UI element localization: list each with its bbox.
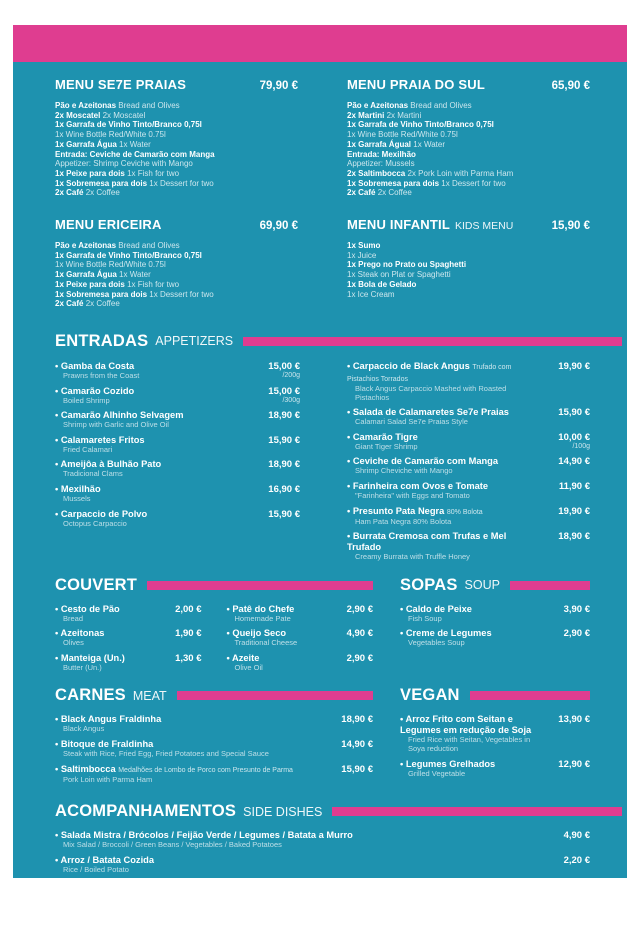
dish-name: • Arroz / Batata Cozida (55, 854, 154, 865)
menu-line: 1x Sobremesa para dois 1x Dessert for two (347, 178, 506, 188)
menu-line: 1x Garrafa de Vinho Tinto/Branco 0,75l (55, 120, 202, 130)
section-couvert-header (55, 576, 373, 595)
top-pink-banner (13, 25, 627, 62)
menu-lines (347, 241, 590, 299)
dish-description: Creamy Burrata with Truffle Honey (355, 552, 470, 562)
menu-line: 1x Garrafa de Vinho Tinto/Branco 0,75l (347, 120, 494, 130)
menu-line: Pão e Azeitonas Bread and Olives (55, 241, 180, 251)
dish-name: • Azeite (226, 652, 260, 663)
menu-line: 1x Wine Bottle Red/White 0.75l (55, 130, 166, 140)
dish-description: Black Angus (63, 724, 105, 734)
dish-item (55, 653, 202, 673)
couvert-column-a (55, 604, 202, 678)
menu-line: 1x Garrafa Águal 1x Water (347, 139, 445, 149)
section-title: ENTRADAS (55, 331, 149, 350)
dish-description: "Farinheira" with Eggs and Tomato (355, 490, 470, 500)
dish-item (55, 386, 300, 406)
dish-price: 15,00 € /300g (268, 385, 300, 404)
dish-description: Pork Loin with Parma Ham (63, 774, 153, 784)
dish-description: Fried Calamari (63, 444, 113, 454)
dish-item (55, 410, 300, 430)
dish-name: • Ceviche de Camarão com Manga (347, 456, 499, 467)
dish-item (55, 435, 300, 455)
dish-item (347, 481, 590, 501)
section-carnes-header (55, 686, 373, 705)
menu-line: 1x Wine Bottle Red/White 0.75l (347, 130, 458, 140)
menu-line: Entrada: Ceviche de Camarão com Manga (55, 149, 215, 159)
menu-line: 1x Bola de Gelado (347, 279, 417, 289)
menu-lines (55, 241, 298, 309)
dish-price: 14,90 € (341, 739, 373, 751)
acompanhamentos-items (55, 830, 590, 874)
dish-price: 18,90 € (341, 714, 373, 726)
dish-description: Vegetables Soup (408, 638, 465, 648)
menu-price: 69,90 € (259, 220, 298, 233)
dish-item (400, 714, 590, 753)
dish-name: • Burrata Cremosa com Trufas e Mel Trufado (347, 531, 507, 553)
dish-price: 18,90 € (558, 531, 590, 543)
dish-item (400, 628, 590, 648)
dish-name: • Salada Mistra / Brócolos / Feijão Verde / Legumes / Batata a Murro (55, 830, 353, 841)
menu-line: 1x Garrafa de Vinho Tinto/Branco 0,75l (55, 250, 202, 260)
dish-item (55, 459, 300, 479)
dish-price: 15,90 € (558, 407, 590, 419)
dish-name: • Manteiga (Un.) (55, 652, 125, 663)
menu-title: MENU SE7E PRAIAS (55, 77, 187, 92)
section-title: ACOMPANHAMENTOS (55, 802, 237, 821)
menu-praia-do-sul (347, 77, 590, 198)
menu-subtitle: KIDS MENU (454, 220, 514, 233)
menu-line: 2x Café 2x Coffee (55, 299, 120, 309)
pink-bar (147, 581, 373, 590)
dish-description: Homemade Pate (234, 613, 291, 623)
dish-price: 19,90 € (558, 505, 590, 517)
sopas-items (400, 604, 590, 648)
menu-line: 1x Steak on Plat or Spaghetti (347, 270, 451, 280)
dish-price: 14,90 € (558, 456, 590, 468)
dish-price: 15,90 € (268, 508, 300, 520)
dish-name: • Cesto de Pão (55, 603, 120, 614)
dish-item (227, 653, 374, 673)
dish-name: • Camarão Tigre (347, 431, 418, 442)
dish-description: Prawns from the Coast (63, 370, 140, 380)
menu-line: Pão e Azeitonas Bread and Olives (347, 101, 472, 110)
menu-line: Appetizer: Shrimp Ceviche with Mango (55, 159, 193, 169)
dish-item (55, 764, 373, 785)
pink-bar (332, 807, 622, 816)
menu-line: 2x Martini 2x Martini (347, 110, 422, 120)
dish-item (347, 456, 590, 476)
dish-description: Mussels (63, 493, 91, 503)
dish-name: • Bitoque de Fraldinha (55, 739, 154, 750)
section-subtitle: MEAT (132, 688, 167, 703)
pink-bar (470, 691, 590, 700)
menu-line: Pão e Azeitonas Bread and Olives (55, 101, 180, 110)
section-vegan (400, 686, 590, 789)
section-acompanhamentos-header (55, 802, 622, 821)
dish-price: 1,30 € (175, 652, 202, 664)
footnote-line-2: Este estabelecimento dispõe de livro de reclamações. IVA incluído à taxa legal em vigor - This establishment has a complaints book. VAT included at the current rate (107, 894, 538, 901)
dish-price: 10,00 € /100g (558, 431, 590, 450)
dish-description: Rice / Boiled Potato (63, 864, 129, 874)
menu-line: Entrada: Mexilhão (347, 149, 416, 159)
dish-description: Calamari Salad Se7e Praias Style (355, 417, 468, 427)
dish-item (400, 604, 590, 624)
dish-name: • Ameijôa à Bulhão Pato (55, 459, 162, 470)
dish-description: Steak with Rice, Fried Egg, Fried Potatoes and Special Sauce (63, 749, 269, 759)
entradas-right-column (347, 361, 590, 567)
dish-price: 1,90 € (175, 628, 202, 640)
dish-price: 18,90 € (268, 459, 300, 471)
menu-line: 1x Peixe para dois 1x Fish for two (55, 168, 180, 178)
section-subtitle: APPETIZERS (155, 334, 234, 349)
menu-line: 1x Sobremesa para dois 1x Dessert for two (55, 178, 214, 188)
menu-price: 65,90 € (551, 80, 590, 92)
menu-line: 1x Garrafa Água 1x Water (55, 139, 151, 149)
dish-description: Grilled Vegetable (408, 768, 466, 778)
dish-description: Giant Tiger Shrimp (355, 441, 418, 451)
package-menus (55, 77, 590, 309)
dish-description: Olives (63, 638, 84, 648)
package-menus-left-column (55, 77, 298, 309)
dish-price: 4,90 € (346, 628, 373, 640)
dish-name: • Black Angus Fraldinha (55, 714, 162, 725)
dish-name: • Legumes Grelhados (400, 758, 496, 769)
dish-price: 2,00 € (175, 603, 202, 615)
dish-name: • Creme de Legumes (400, 628, 492, 639)
menu-se7e-praias (55, 77, 298, 198)
menu-line: 2x Saltimbocca 2x Pork Loin with Parma Ham (347, 168, 514, 178)
dish-name: • Camarão Cozido (55, 385, 135, 396)
section-sopas-header (400, 576, 590, 595)
dish-name: • Azeitonas (55, 628, 105, 639)
section-entradas (55, 361, 590, 567)
dish-price: 11,90 € (558, 480, 590, 492)
dish-item (55, 830, 590, 850)
menu-sheet (13, 62, 627, 901)
dish-name: • Calamaretes Fritos (55, 434, 145, 445)
dish-description: Traditional Cheese (234, 638, 298, 648)
menu-line: 2x Café 2x Coffee (55, 188, 120, 198)
menu-header (55, 217, 298, 232)
dish-item (55, 484, 300, 504)
dish-description: Boiled Shrimp (63, 395, 110, 405)
section-title: CARNES (55, 686, 126, 705)
menu-title: MENU INFANTIL (347, 217, 450, 233)
footnote-line-1: Nenhum prato, produto alimentar ou bebida, incluindo couvert, pode ser cobrado se não for solicitado - No dish, food product or drink, including cover charge, can be charged unless requested. (71, 886, 574, 893)
dish-name: • Saltimbocca Medalhões de Lombo de Porco com Presunto de Parma (55, 763, 293, 774)
section-subtitle: SOUP (464, 578, 500, 593)
dish-price: 19,90 € (558, 360, 590, 372)
dish-item (55, 739, 373, 759)
menu-line: 1x Garrafa Água 1x Water (55, 270, 151, 280)
dish-item (347, 506, 590, 527)
menu-line: 1x Prego no Prato ou Spaghetti (347, 260, 467, 270)
menu-title: MENU PRAIA DO SUL (347, 77, 485, 92)
menu-price: 79,90 € (259, 80, 298, 92)
menu-line: 1x Peixe para dois 1x Fish for two (55, 279, 180, 289)
dish-item (347, 432, 590, 452)
couvert-column-b (227, 604, 374, 678)
dish-name: • Mexilhão (55, 483, 101, 494)
dish-item (347, 361, 590, 402)
dish-price: 2,20 € (563, 854, 590, 866)
dish-name: • Arroz Frito com Seitan e Legumes em redução de Soja (400, 714, 532, 736)
dish-item (55, 855, 590, 875)
dish-description: Tradicional Clams (63, 469, 123, 479)
dish-name: • Carpaccio de Black Angus Trufado com Pistachios Torrados (347, 360, 512, 383)
menu-line: 1x Sobremesa para dois 1x Dessert for two (55, 289, 214, 299)
dish-price: 18,90 € (268, 410, 300, 422)
dish-description: Fish Soup (408, 613, 442, 623)
menu-line: 2x Café 2x Coffee (347, 188, 412, 198)
dish-price: 15,90 € (341, 763, 373, 775)
menu-line: 1x Juice (347, 250, 377, 260)
dish-description: Olive Oil (234, 662, 263, 672)
dish-description: Mix Salad / Broccoli / Green Beans / Vegetables / Baked Potatoes (63, 840, 282, 850)
menu-ericeira (55, 217, 298, 309)
dish-name: • Camarão Alhinho Selvagem (55, 410, 184, 421)
section-sopas (400, 576, 590, 678)
menu-line: 1x Wine Bottle Red/White 0.75l (55, 260, 166, 270)
dish-description: Octopus Carpaccio (63, 518, 127, 528)
menu-title: MENU ERICEIRA (55, 217, 162, 233)
menu-line: 1x Sumo (347, 241, 381, 251)
dish-description: Butter (Un.) (63, 662, 102, 672)
menu-line: 2x Moscatel 2x Moscatel (55, 110, 146, 120)
section-couvert (55, 576, 373, 678)
menu-header (347, 77, 590, 92)
dish-description: Ham Pata Negra 80% Bolota (355, 516, 452, 526)
section-title: COUVERT (55, 575, 138, 594)
section-subtitle: SIDE DISHES (243, 804, 323, 819)
dish-item (400, 759, 590, 779)
dish-item (227, 628, 374, 648)
dish-item (55, 509, 300, 529)
dish-name: • Carpaccio de Polvo (55, 508, 148, 519)
couvert-sopas-row (55, 576, 590, 678)
dish-price: 16,90 € (268, 483, 300, 495)
menu-lines (347, 101, 590, 198)
menu-line: Appetizer: Mussels (347, 159, 415, 169)
dish-description: Black Angus Carpaccio Mashed with Roasted Pistachios (355, 383, 507, 402)
dish-price: 15,90 € (268, 434, 300, 446)
menu-lines (55, 101, 298, 198)
dish-name: • Gamba da Costa (55, 360, 135, 371)
dish-item (55, 361, 300, 381)
pink-bar (510, 581, 590, 590)
carnes-vegan-row (55, 686, 590, 789)
dish-price: 13,90 € (558, 714, 590, 726)
dish-name: • Patê do Chefe (226, 603, 295, 614)
dish-item (227, 604, 374, 624)
entradas-left-column (55, 361, 300, 567)
section-entradas-header (55, 332, 622, 351)
dish-price: 3,90 € (563, 603, 590, 615)
couvert-columns (55, 604, 373, 678)
dish-name: • Salada de Calamaretes Se7e Praias (347, 407, 509, 418)
section-title: SOPAS (400, 575, 458, 594)
dish-description: Fried Rice with Seitan, Vegetables in Soya reduction (408, 735, 531, 754)
menu-infantil (347, 217, 590, 299)
dish-description: Shrimp Cheviche with Mango (355, 466, 453, 476)
dish-name: • Farinheira com Ovos e Tomate (347, 480, 489, 491)
pink-bar (243, 337, 622, 346)
dish-price: 2,90 € (346, 603, 373, 615)
dish-item (347, 407, 590, 427)
menu-line: 1x Ice Cream (347, 289, 395, 299)
dish-item (55, 604, 202, 624)
dish-name: • Presunto Pata Negra 80% Bolota (347, 505, 483, 516)
dish-price: 2,90 € (563, 628, 590, 640)
section-title: VEGAN (400, 686, 460, 705)
vegan-items (400, 714, 590, 778)
dish-price: 15,00 € /200g (268, 360, 300, 379)
menu-header (55, 77, 298, 92)
dish-price: 2,90 € (346, 652, 373, 664)
dish-item (55, 628, 202, 648)
section-carnes (55, 686, 373, 789)
dish-name: • Caldo de Peixe (400, 603, 472, 614)
dish-description: Shrimp with Garlic and Olive Oil (63, 420, 169, 430)
dish-description: Bread (63, 613, 84, 623)
pink-bar (177, 691, 373, 700)
legal-footnote (55, 885, 590, 901)
dish-name: • Queijo Seco (226, 628, 287, 639)
dish-item (55, 714, 373, 734)
package-menus-right-column (347, 77, 590, 309)
menu-header (347, 217, 590, 232)
dish-item (347, 531, 590, 562)
menu-price: 15,90 € (551, 220, 590, 233)
carnes-items (55, 714, 373, 784)
dish-price: 12,90 € (558, 758, 590, 770)
section-vegan-header (400, 686, 590, 705)
dish-price: 4,90 € (563, 830, 590, 842)
